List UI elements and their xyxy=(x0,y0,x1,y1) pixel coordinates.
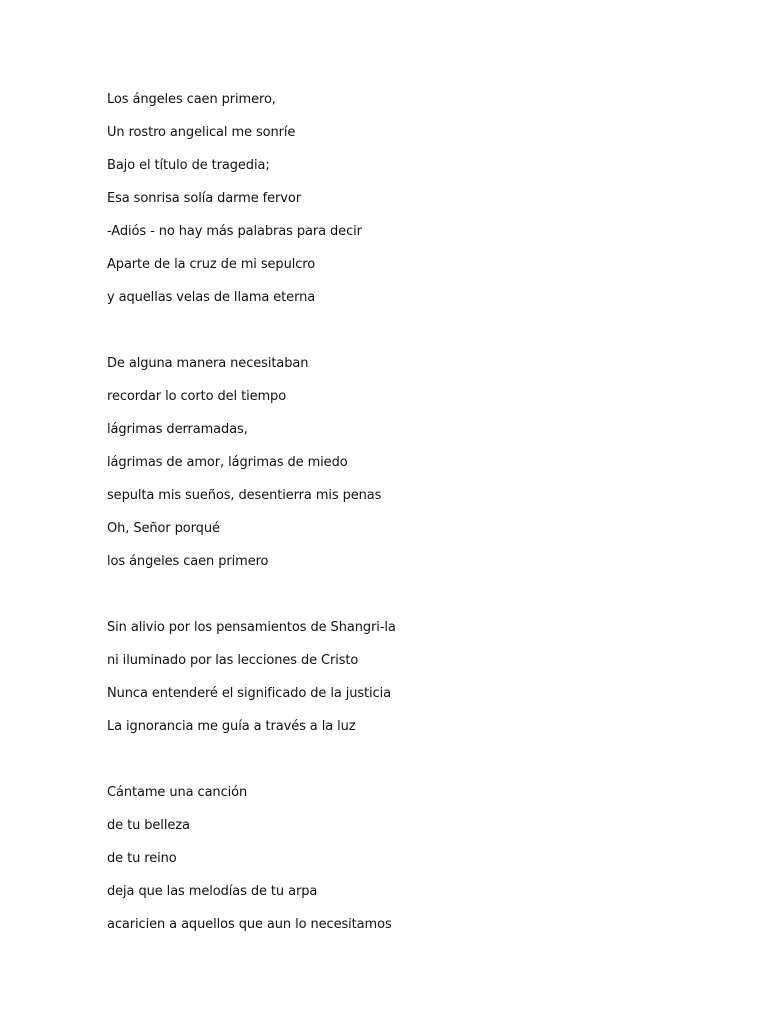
poem-line: ni iluminado por las lecciones de Cristo xyxy=(107,653,359,668)
poem-line: Sin alivio por los pensamientos de Shangri-la xyxy=(107,620,396,635)
poem-line: lágrimas de amor, lágrimas de miedo xyxy=(107,455,348,470)
poem-line: recordar lo corto del tiempo xyxy=(107,389,287,404)
poem-line: sepulta mis sueños, desentierra mis penas xyxy=(107,488,382,503)
poem-line: Esa sonrisa solía darme fervor xyxy=(107,191,301,206)
poem-line: de tu reino xyxy=(107,851,177,866)
stanza-4 xyxy=(107,783,707,948)
poem-line: y aquellas velas de llama eterna xyxy=(107,290,316,305)
poem-line: Cántame una canción xyxy=(107,785,248,800)
poem-line: los ángeles caen primero xyxy=(107,554,269,569)
poem-line: Los ángeles caen primero, xyxy=(107,92,276,107)
poem-line: -Adiós - no hay más palabras para decir xyxy=(107,224,362,239)
poem-line: lágrimas derramadas, xyxy=(107,422,248,437)
stanza-3 xyxy=(107,618,707,750)
stanza-1 xyxy=(107,90,707,321)
poem-line: De alguna manera necesitaban xyxy=(107,356,309,371)
poem-line: Nunca entenderé el significado de la justicia xyxy=(107,686,391,701)
poem-line: Aparte de la cruz de mi sepulcro xyxy=(107,257,316,272)
poem-text xyxy=(107,90,707,948)
stanza-2 xyxy=(107,354,707,585)
poem-line: acaricien a aquellos que aun lo necesitamos xyxy=(107,917,392,932)
poem-line: deja que las melodías de tu arpa xyxy=(107,884,318,899)
poem-line: Bajo el título de tragedia; xyxy=(107,158,270,173)
poem-line: Un rostro angelical me sonríe xyxy=(107,125,296,140)
poem-line: de tu belleza xyxy=(107,818,190,833)
poem-line: Oh, Señor porqué xyxy=(107,521,220,536)
poem-line: La ignorancia me guía a través a la luz xyxy=(107,719,356,734)
